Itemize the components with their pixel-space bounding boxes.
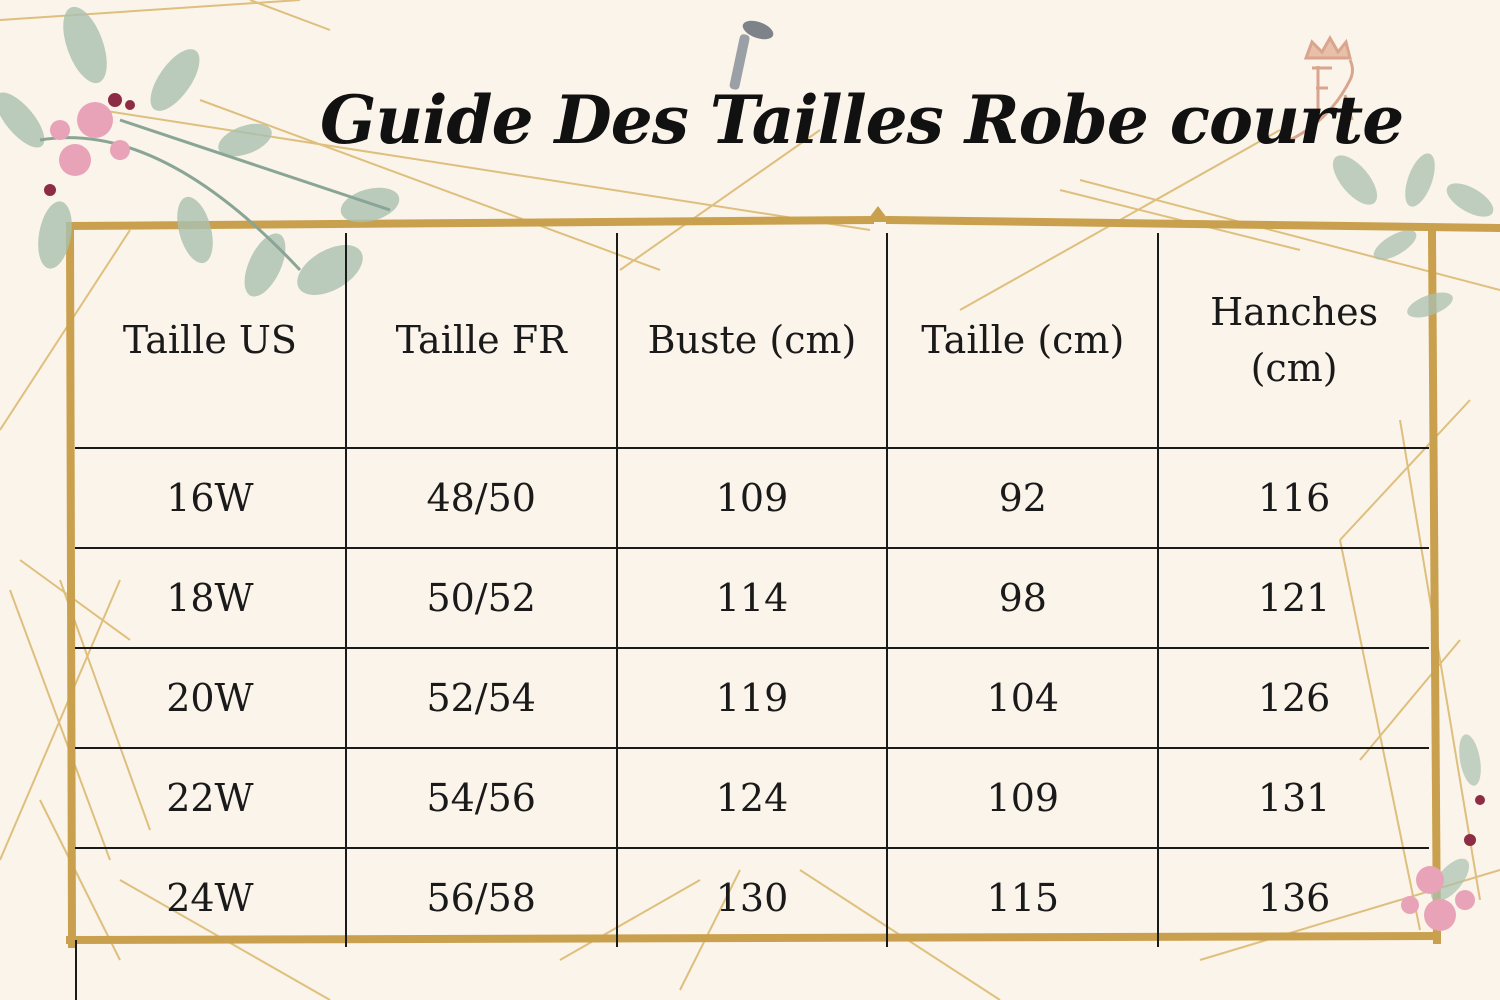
table-row: [75, 448, 1429, 548]
cell-buste: 124: [617, 748, 888, 848]
header-buste: Buste (cm): [617, 233, 888, 448]
cell-buste: 109: [617, 448, 888, 548]
cell-hanches: 131: [1158, 748, 1429, 848]
cell-taille-cm: 109: [887, 748, 1158, 848]
header-taille-us: Taille US: [75, 233, 346, 448]
cell-taille-cm: 115: [887, 848, 1158, 947]
cell-hanches: 121: [1158, 548, 1429, 648]
cell-taille-cm: 92: [887, 448, 1158, 548]
cell-taille-us: 22W: [75, 748, 346, 848]
table-row: [75, 848, 1429, 947]
cell-taille-cm: 98: [887, 548, 1158, 648]
cell-taille-us: 20W: [75, 648, 346, 748]
cell-buste: 114: [617, 548, 888, 648]
cell-taille-us: 18W: [75, 548, 346, 648]
cell-taille-fr: 52/54: [346, 648, 617, 748]
cell-taille-us: 16W: [75, 448, 346, 548]
cell-buste: 119: [617, 648, 888, 748]
cell-buste: 130: [617, 848, 888, 947]
cell-hanches: 136: [1158, 848, 1429, 947]
cell-taille-fr: 54/56: [346, 748, 617, 848]
cell-taille-fr: 56/58: [346, 848, 617, 947]
cell-taille-fr: 50/52: [346, 548, 617, 648]
page-title: Guide Des Tailles Robe courte: [320, 81, 1404, 159]
header-row: [75, 233, 1429, 448]
header-taille-fr: Taille FR: [346, 233, 617, 448]
cell-taille-us: 24W: [75, 848, 346, 947]
header-taille-cm: Taille (cm): [887, 233, 1158, 448]
cell-hanches: 126: [1158, 648, 1429, 748]
table-row: [75, 748, 1429, 848]
size-guide-table: [75, 233, 1429, 947]
cell-taille-fr: 48/50: [346, 448, 617, 548]
cell-hanches: 116: [1158, 448, 1429, 548]
table-row: [75, 548, 1429, 648]
cell-taille-cm: 104: [887, 648, 1158, 748]
table-row: [75, 648, 1429, 748]
header-hanches: Hanches (cm): [1158, 233, 1429, 448]
